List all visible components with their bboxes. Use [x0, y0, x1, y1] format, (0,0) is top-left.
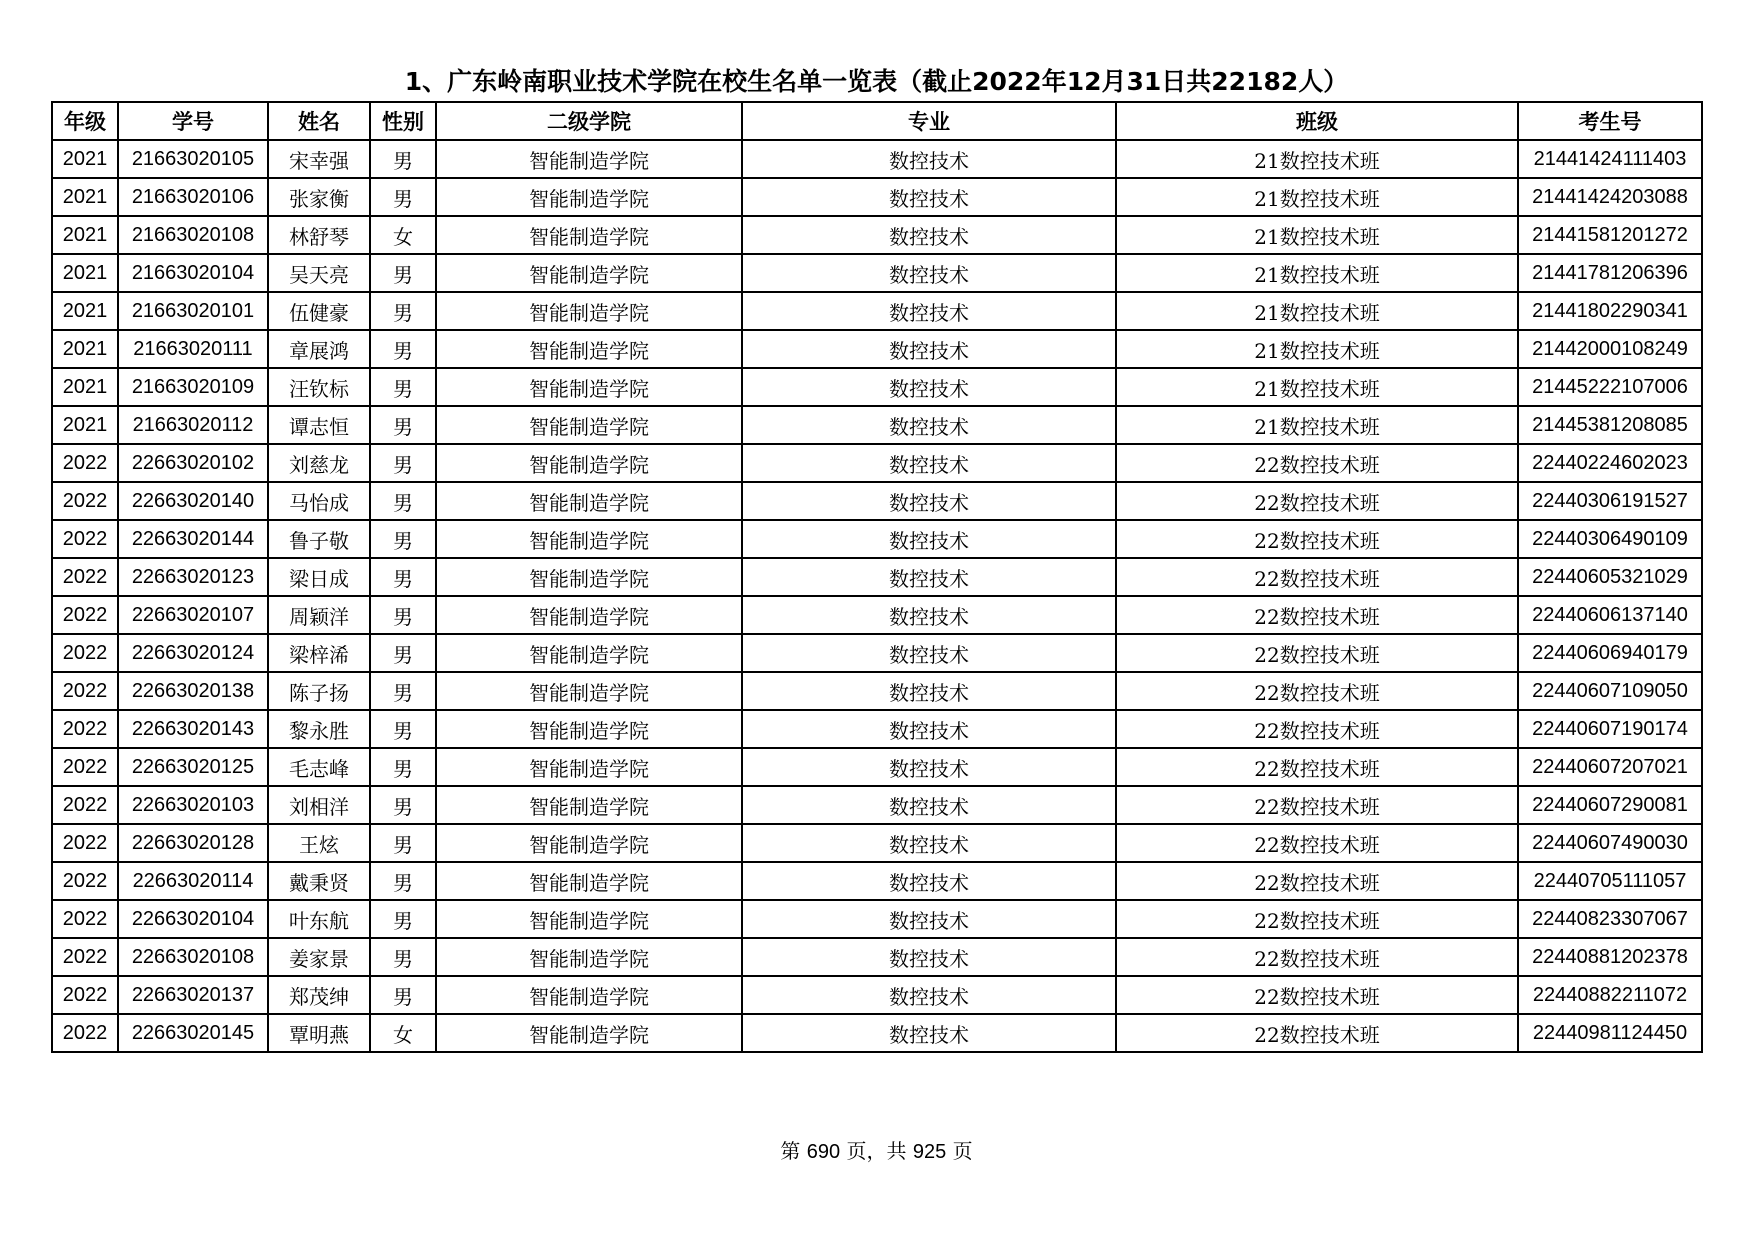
- cell-student-id: 22663020144: [118, 520, 268, 558]
- cell-exam-id: 22440607490030: [1518, 824, 1702, 862]
- cell-student-id: 22663020114: [118, 862, 268, 900]
- cell-name: 梁日成: [268, 558, 370, 596]
- cell-class: 22数控技术班: [1116, 824, 1518, 862]
- cell-class: 22数控技术班: [1116, 710, 1518, 748]
- cell-exam-id: 22440607190174: [1518, 710, 1702, 748]
- cell-grade: 2022: [52, 824, 118, 862]
- cell-exam-id: 22440607290081: [1518, 786, 1702, 824]
- table-row: [52, 1014, 1702, 1052]
- cell-grade: 2022: [52, 672, 118, 710]
- cell-major: 数控技术: [742, 938, 1116, 976]
- cell-college: 智能制造学院: [436, 520, 742, 558]
- cell-exam-id: 21441581201272: [1518, 216, 1702, 254]
- cell-exam-id: 22440306191527: [1518, 482, 1702, 520]
- cell-name: 周颖洋: [268, 596, 370, 634]
- cell-major: 数控技术: [742, 596, 1116, 634]
- cell-major: 数控技术: [742, 900, 1116, 938]
- cell-grade: 2022: [52, 1014, 118, 1052]
- cell-gender: 男: [370, 178, 436, 216]
- cell-name: 刘相洋: [268, 786, 370, 824]
- cell-exam-id: 22440607109050: [1518, 672, 1702, 710]
- cell-student-id: 21663020104: [118, 254, 268, 292]
- cell-name: 陈子扬: [268, 672, 370, 710]
- cell-college: 智能制造学院: [436, 292, 742, 330]
- cell-major: 数控技术: [742, 558, 1116, 596]
- cell-grade: 2022: [52, 862, 118, 900]
- table-row: [52, 710, 1702, 748]
- header-name: 姓名: [268, 102, 370, 140]
- cell-name: 张家衡: [268, 178, 370, 216]
- cell-major: 数控技术: [742, 482, 1116, 520]
- cell-gender: 男: [370, 140, 436, 178]
- cell-name: 毛志峰: [268, 748, 370, 786]
- cell-student-id: 22663020107: [118, 596, 268, 634]
- cell-major: 数控技术: [742, 254, 1116, 292]
- cell-class: 21数控技术班: [1116, 140, 1518, 178]
- cell-college: 智能制造学院: [436, 976, 742, 1014]
- cell-name: 吴天亮: [268, 254, 370, 292]
- cell-college: 智能制造学院: [436, 406, 742, 444]
- cell-student-id: 22663020104: [118, 900, 268, 938]
- cell-student-id: 21663020111: [118, 330, 268, 368]
- cell-student-id: 21663020109: [118, 368, 268, 406]
- cell-gender: 男: [370, 520, 436, 558]
- cell-class: 22数控技术班: [1116, 482, 1518, 520]
- cell-grade: 2022: [52, 748, 118, 786]
- cell-class: 22数控技术班: [1116, 748, 1518, 786]
- cell-class: 22数控技术班: [1116, 558, 1518, 596]
- cell-exam-id: 21445381208085: [1518, 406, 1702, 444]
- cell-major: 数控技术: [742, 520, 1116, 558]
- cell-gender: 男: [370, 254, 436, 292]
- table-row: [52, 444, 1702, 482]
- cell-grade: 2021: [52, 368, 118, 406]
- cell-grade: 2022: [52, 596, 118, 634]
- student-roster-table: [51, 101, 1703, 1053]
- header-college: 二级学院: [436, 102, 742, 140]
- cell-gender: 男: [370, 406, 436, 444]
- footer-prefix: 第: [780, 1139, 801, 1163]
- cell-college: 智能制造学院: [436, 140, 742, 178]
- cell-gender: 男: [370, 292, 436, 330]
- cell-major: 数控技术: [742, 862, 1116, 900]
- cell-college: 智能制造学院: [436, 862, 742, 900]
- cell-gender: 男: [370, 558, 436, 596]
- footer-page-number: 690: [806, 1141, 841, 1163]
- cell-name: 刘慈龙: [268, 444, 370, 482]
- cell-name: 戴秉贤: [268, 862, 370, 900]
- table-row: [52, 368, 1702, 406]
- cell-student-id: 22663020123: [118, 558, 268, 596]
- cell-exam-id: 22440605321029: [1518, 558, 1702, 596]
- cell-student-id: 21663020112: [118, 406, 268, 444]
- cell-class: 22数控技术班: [1116, 520, 1518, 558]
- cell-gender: 男: [370, 482, 436, 520]
- table-row: [52, 254, 1702, 292]
- cell-grade: 2022: [52, 976, 118, 1014]
- cell-class: 22数控技术班: [1116, 938, 1518, 976]
- page-footer: [0, 1136, 1753, 1166]
- table-row: [52, 862, 1702, 900]
- cell-name: 林舒琴: [268, 216, 370, 254]
- table-row: [52, 406, 1702, 444]
- cell-name: 章展鸿: [268, 330, 370, 368]
- cell-gender: 男: [370, 748, 436, 786]
- cell-grade: 2021: [52, 178, 118, 216]
- cell-name: 郑茂绅: [268, 976, 370, 1014]
- cell-exam-id: 22440823307067: [1518, 900, 1702, 938]
- cell-student-id: 21663020108: [118, 216, 268, 254]
- cell-student-id: 21663020101: [118, 292, 268, 330]
- cell-name: 马怡成: [268, 482, 370, 520]
- cell-grade: 2021: [52, 292, 118, 330]
- table-row: [52, 976, 1702, 1014]
- table-row: [52, 216, 1702, 254]
- cell-college: 智能制造学院: [436, 938, 742, 976]
- table-row: [52, 292, 1702, 330]
- table-row: [52, 900, 1702, 938]
- cell-major: 数控技术: [742, 1014, 1116, 1052]
- cell-name: 姜家景: [268, 938, 370, 976]
- cell-class: 22数控技术班: [1116, 976, 1518, 1014]
- cell-major: 数控技术: [742, 634, 1116, 672]
- footer-middle: 页，共: [846, 1139, 907, 1163]
- cell-class: 21数控技术班: [1116, 292, 1518, 330]
- cell-gender: 男: [370, 330, 436, 368]
- cell-class: 21数控技术班: [1116, 406, 1518, 444]
- cell-college: 智能制造学院: [436, 596, 742, 634]
- cell-gender: 男: [370, 672, 436, 710]
- cell-name: 谭志恒: [268, 406, 370, 444]
- cell-grade: 2022: [52, 710, 118, 748]
- cell-exam-id: 21441424203088: [1518, 178, 1702, 216]
- cell-class: 22数控技术班: [1116, 862, 1518, 900]
- table-row: [52, 672, 1702, 710]
- cell-gender: 男: [370, 634, 436, 672]
- cell-exam-id: 22440881202378: [1518, 938, 1702, 976]
- table-row: [52, 634, 1702, 672]
- cell-student-id: 22663020140: [118, 482, 268, 520]
- cell-college: 智能制造学院: [436, 824, 742, 862]
- cell-exam-id: 22440981124450: [1518, 1014, 1702, 1052]
- cell-student-id: 21663020105: [118, 140, 268, 178]
- footer-total-pages: 925: [912, 1141, 947, 1163]
- cell-grade: 2022: [52, 634, 118, 672]
- cell-major: 数控技术: [742, 292, 1116, 330]
- header-gender: 性别: [370, 102, 436, 140]
- cell-class: 22数控技术班: [1116, 444, 1518, 482]
- cell-college: 智能制造学院: [436, 900, 742, 938]
- table-row: [52, 178, 1702, 216]
- cell-student-id: 22663020138: [118, 672, 268, 710]
- cell-name: 覃明燕: [268, 1014, 370, 1052]
- table-row: [52, 140, 1702, 178]
- cell-exam-id: 21441802290341: [1518, 292, 1702, 330]
- table-row: [52, 558, 1702, 596]
- cell-college: 智能制造学院: [436, 634, 742, 672]
- cell-student-id: 22663020128: [118, 824, 268, 862]
- cell-gender: 男: [370, 900, 436, 938]
- cell-exam-id: 22440224602023: [1518, 444, 1702, 482]
- cell-class: 22数控技术班: [1116, 672, 1518, 710]
- cell-name: 王炫: [268, 824, 370, 862]
- cell-name: 宋幸强: [268, 140, 370, 178]
- table-row: [52, 520, 1702, 558]
- page-title: 1、广东岭南职业技术学院在校生名单一览表（截止2022年12月31日共22182人）: [404, 67, 1349, 96]
- cell-college: 智能制造学院: [436, 368, 742, 406]
- cell-gender: 男: [370, 786, 436, 824]
- cell-exam-id: 21441781206396: [1518, 254, 1702, 292]
- cell-exam-id: 22440882211072: [1518, 976, 1702, 1014]
- cell-class: 21数控技术班: [1116, 178, 1518, 216]
- cell-college: 智能制造学院: [436, 216, 742, 254]
- cell-exam-id: 21445222107006: [1518, 368, 1702, 406]
- table-row: [52, 596, 1702, 634]
- cell-exam-id: 22440705111057: [1518, 862, 1702, 900]
- cell-grade: 2022: [52, 444, 118, 482]
- cell-class: 22数控技术班: [1116, 1014, 1518, 1052]
- cell-grade: 2022: [52, 938, 118, 976]
- cell-major: 数控技术: [742, 976, 1116, 1014]
- cell-class: 22数控技术班: [1116, 596, 1518, 634]
- cell-grade: 2022: [52, 520, 118, 558]
- cell-gender: 男: [370, 938, 436, 976]
- cell-name: 鲁子敬: [268, 520, 370, 558]
- cell-major: 数控技术: [742, 406, 1116, 444]
- footer-suffix: 页: [952, 1139, 973, 1163]
- cell-grade: 2022: [52, 786, 118, 824]
- cell-major: 数控技术: [742, 368, 1116, 406]
- cell-major: 数控技术: [742, 140, 1116, 178]
- cell-gender: 男: [370, 368, 436, 406]
- cell-student-id: 22663020102: [118, 444, 268, 482]
- cell-college: 智能制造学院: [436, 710, 742, 748]
- table-row: [52, 330, 1702, 368]
- cell-exam-id: 22440607207021: [1518, 748, 1702, 786]
- cell-name: 黎永胜: [268, 710, 370, 748]
- header-exam-id: 考生号: [1518, 102, 1702, 140]
- cell-student-id: 22663020145: [118, 1014, 268, 1052]
- table-row: [52, 824, 1702, 862]
- cell-college: 智能制造学院: [436, 444, 742, 482]
- cell-gender: 男: [370, 976, 436, 1014]
- cell-major: 数控技术: [742, 710, 1116, 748]
- cell-gender: 女: [370, 1014, 436, 1052]
- cell-exam-id: 22440306490109: [1518, 520, 1702, 558]
- cell-student-id: 22663020124: [118, 634, 268, 672]
- cell-gender: 男: [370, 862, 436, 900]
- cell-student-id: 22663020143: [118, 710, 268, 748]
- cell-grade: 2021: [52, 216, 118, 254]
- cell-student-id: 22663020108: [118, 938, 268, 976]
- cell-major: 数控技术: [742, 178, 1116, 216]
- cell-name: 叶东航: [268, 900, 370, 938]
- cell-grade: 2021: [52, 254, 118, 292]
- header-student-id: 学号: [118, 102, 268, 140]
- cell-class: 21数控技术班: [1116, 254, 1518, 292]
- cell-name: 梁梓浠: [268, 634, 370, 672]
- cell-gender: 男: [370, 444, 436, 482]
- cell-major: 数控技术: [742, 444, 1116, 482]
- cell-class: 21数控技术班: [1116, 330, 1518, 368]
- cell-major: 数控技术: [742, 824, 1116, 862]
- cell-major: 数控技术: [742, 786, 1116, 824]
- cell-gender: 男: [370, 710, 436, 748]
- cell-grade: 2022: [52, 558, 118, 596]
- cell-college: 智能制造学院: [436, 748, 742, 786]
- cell-college: 智能制造学院: [436, 482, 742, 520]
- table-row: [52, 482, 1702, 520]
- cell-class: 21数控技术班: [1116, 216, 1518, 254]
- cell-college: 智能制造学院: [436, 672, 742, 710]
- cell-college: 智能制造学院: [436, 1014, 742, 1052]
- cell-student-id: 21663020106: [118, 178, 268, 216]
- cell-college: 智能制造学院: [436, 178, 742, 216]
- cell-grade: 2022: [52, 900, 118, 938]
- cell-college: 智能制造学院: [436, 786, 742, 824]
- cell-student-id: 22663020103: [118, 786, 268, 824]
- table-header-row: [52, 102, 1702, 140]
- table-row: [52, 748, 1702, 786]
- cell-name: 汪钦标: [268, 368, 370, 406]
- cell-major: 数控技术: [742, 330, 1116, 368]
- table-row: [52, 786, 1702, 824]
- cell-major: 数控技术: [742, 216, 1116, 254]
- cell-college: 智能制造学院: [436, 558, 742, 596]
- cell-grade: 2022: [52, 482, 118, 520]
- cell-class: 22数控技术班: [1116, 786, 1518, 824]
- header-grade: 年级: [52, 102, 118, 140]
- table-body: [52, 140, 1702, 1052]
- cell-class: 22数控技术班: [1116, 634, 1518, 672]
- cell-student-id: 22663020137: [118, 976, 268, 1014]
- cell-gender: 男: [370, 824, 436, 862]
- cell-exam-id: 22440606137140: [1518, 596, 1702, 634]
- header-major: 专业: [742, 102, 1116, 140]
- header-class: 班级: [1116, 102, 1518, 140]
- table-row: [52, 938, 1702, 976]
- cell-grade: 2021: [52, 406, 118, 444]
- cell-grade: 2021: [52, 140, 118, 178]
- cell-gender: 男: [370, 596, 436, 634]
- cell-major: 数控技术: [742, 672, 1116, 710]
- cell-class: 21数控技术班: [1116, 368, 1518, 406]
- cell-exam-id: 21441424111403: [1518, 140, 1702, 178]
- cell-gender: 女: [370, 216, 436, 254]
- cell-grade: 2021: [52, 330, 118, 368]
- cell-exam-id: 22440606940179: [1518, 634, 1702, 672]
- cell-name: 伍健豪: [268, 292, 370, 330]
- cell-college: 智能制造学院: [436, 254, 742, 292]
- cell-major: 数控技术: [742, 748, 1116, 786]
- cell-class: 22数控技术班: [1116, 900, 1518, 938]
- cell-student-id: 22663020125: [118, 748, 268, 786]
- cell-exam-id: 21442000108249: [1518, 330, 1702, 368]
- cell-college: 智能制造学院: [436, 330, 742, 368]
